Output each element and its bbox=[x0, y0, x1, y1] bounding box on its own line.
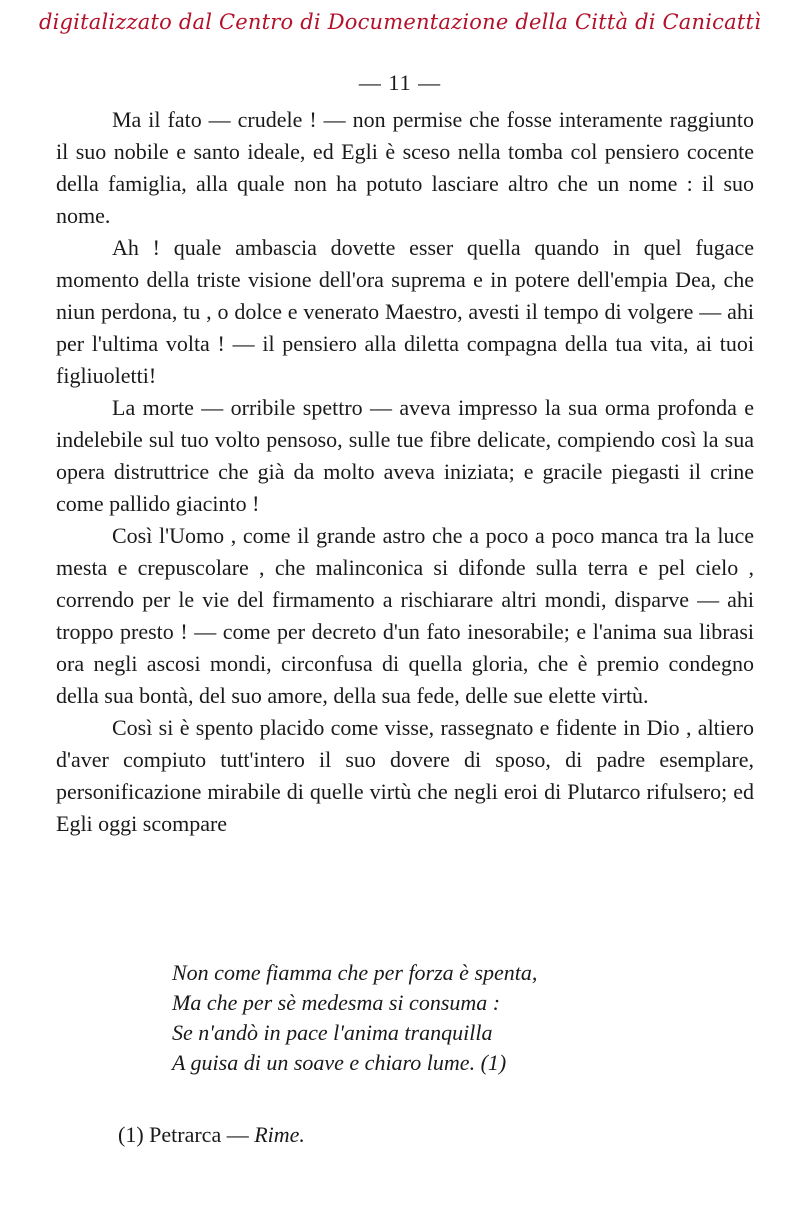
digitization-watermark: digitalizzato dal Centro di Documentazione della Città di Canicattì bbox=[38, 10, 762, 34]
poem-line-1: Non come fiamma che per forza è spenta, bbox=[172, 960, 538, 985]
poem-line-4: A guisa di un soave e chiaro lume. (1) bbox=[172, 1050, 507, 1075]
paragraph-2: Ah ! quale ambascia dovette esser quella quando in quel fugace momento della triste visione dell'ora suprema e in potere dell'empia Dea, che niun perdona, tu , o dolce e venerato Maestro, avesti il tempo di volgere — ahi per l'ultima volta ! — il pensiero alla diletta compagna della tua vita, ai tuoi figliuoletti! bbox=[56, 235, 754, 388]
poem-line-3: Se n'andò in pace l'anima tranquilla bbox=[172, 1020, 493, 1045]
body-text bbox=[56, 104, 754, 840]
poem-quotation bbox=[172, 958, 732, 1078]
paragraph-3: La morte — orribile spettro — aveva impresso la sua orma profonda e indelebile sul tuo volto pensoso, sulle tue fibre delicate, compiendo così la sua opera distruttrice che già da molto aveva iniziata; e gracile piegasti il crine come pallido giacinto ! bbox=[56, 395, 754, 516]
paragraph-5: Così si è spento placido come visse, rassegnato e fidente in Dio , altiero d'aver compiuto tutt'intero il suo dovere di sposo, di padre esemplare, personificazione mirabile di quelle virtù che negli eroi di Plutarco rifulsero; ed Egli oggi scompare bbox=[56, 715, 754, 836]
footnote-source: (1) Petrarca — bbox=[118, 1122, 249, 1147]
footnote-work-title: Rime. bbox=[254, 1122, 305, 1147]
paragraph-1: Ma il fato — crudele ! — non permise che fosse interamente raggiunto il suo nobile e santo ideale, ed Egli è sceso nella tomba col pensiero cocente della famiglia, alla quale non ha potuto lasciare altro che un nome : il suo nome. bbox=[56, 107, 754, 228]
paragraph-4: Così l'Uomo , come il grande astro che a poco a poco manca tra la luce mesta e crepuscolare , che malinconica si difonde sulla terra e pel cielo , correndo per le vie del firmamento a rischiarare altri mondi, disparve — ahi troppo presto ! — come per decreto d'un fato inesorabile; e l'anima sua librasi ora negli ascosi mondi, circonfusa di quella gloria, che è premio condegno della sua bontà, del suo amore, della sua fede, delle sue elette virtù. bbox=[56, 523, 754, 708]
footnote bbox=[118, 1120, 305, 1150]
poem-line-2: Ma che per sè medesma si consuma : bbox=[172, 990, 501, 1015]
page-number: — 11 — bbox=[358, 70, 442, 95]
